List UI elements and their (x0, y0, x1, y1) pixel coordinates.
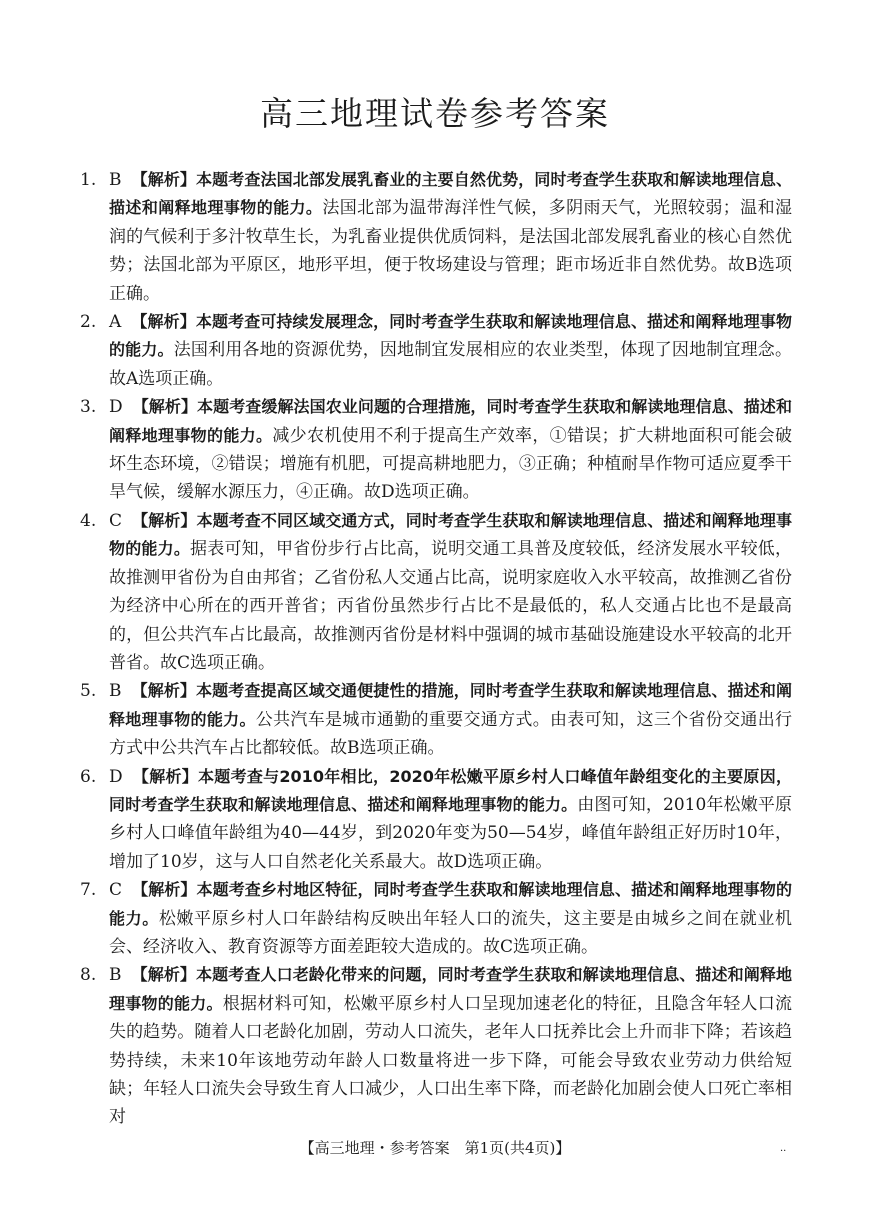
answer-choice: B (109, 965, 122, 986)
answer-choice: D (109, 397, 123, 418)
analysis-lead: 本题考查乡村地区特征，同时考查学生获取和解读地理信息、描述和阐释地理事物的能力。 (109, 880, 792, 928)
answer-item-4 (80, 507, 792, 677)
analysis-body: 由图可知，2010年松嫩平原乡村人口峰值年龄组为40—44岁，到2020年变为50—54岁，峰值年龄组正好历时10年，增加了10岁，这与人口自然老化关系最大。故D选项正确。 (109, 794, 792, 872)
analysis-body: 公共汽车是城市通勤的重要交通方式。由表可知，这三个省份交通出行方式中公共汽车占比都较低。故B选项正确。 (109, 709, 792, 759)
analysis-tag: 【解析】 (132, 510, 197, 530)
item-number: 5. (80, 681, 97, 702)
answer-item-6 (80, 763, 792, 877)
analysis-lead: 本题考查缓解法国农业问题的合理措施，同时考查学生获取和解读地理信息、描述和阐释地理事物的能力。 (109, 397, 792, 445)
analysis-lead: 本题考查法国北部发展乳畜业的主要自然优势，同时考查学生获取和解读地理信息、描述和阐释地理事物的能力。 (109, 170, 792, 218)
analysis-tag: 【解析】 (131, 965, 197, 985)
answer-item-1 (80, 166, 792, 308)
answer-item-3 (80, 393, 792, 507)
item-number: 3. (80, 397, 97, 418)
answer-list (80, 166, 792, 1132)
analysis-lead: 本题考查人口老龄化带来的问题，同时考查学生获取和解读地理信息、描述和阐释地理事物的能力。 (109, 965, 792, 1013)
page-footer: 【高三地理・参考答案 第1页(共4页)】 (299, 1139, 571, 1157)
analysis-tag: 【解析】 (131, 681, 197, 701)
answer-choice: B (109, 170, 122, 190)
answer-item-8 (80, 961, 792, 1131)
analysis-body: 据表可知，甲省份步行占比高，说明交通工具普及度较低，经济发展水平较低，故推测甲省份为自由邦省；乙省份私人交通占比高，说明家庭收入水平较高，故推测乙省份为经济中心所在的西开普省；丙省份虽然步行占比不是最低的，私人交通占比也不是最高的，但公共汽车占比最高，故推测丙省份是材料中强调的城市基础设施建设水平较高的北开普省。故C选项正确。 (109, 539, 792, 673)
analysis-lead: 本题考查与2010年相比，2020年松嫩平原乡村人口峰值年龄组变化的主要原因，同时考查学生获取和解读地理信息、描述和阐释地理事物的能力。 (109, 766, 792, 814)
corner-mark: ·· (780, 1146, 787, 1157)
analysis-lead: 本题考查可持续发展理念，同时考查学生获取和解读地理信息、描述和阐释地理事物的能力。 (109, 312, 792, 360)
item-number: 4. (80, 510, 97, 531)
analysis-body: 法国利用各地的资源优势，因地制宜发展相应的农业类型，体现了因地制宜理念。故A选项正确。 (109, 340, 792, 389)
item-number: 8. (80, 965, 97, 986)
analysis-tag: 【解析】 (132, 397, 198, 417)
answer-choice: B (109, 681, 122, 702)
analysis-body: 松嫩平原乡村人口年龄结构反映出年轻人口的流失，这主要是由城乡之间在就业机会、经济收入、教育资源等方面差距较大造成的。故C选项正确。 (109, 908, 792, 957)
analysis-tag: 【解析】 (132, 880, 197, 900)
answer-choice: A (109, 312, 122, 333)
answer-choice: C (109, 880, 123, 901)
analysis-lead: 本题考查不同区域交通方式，同时考查学生获取和解读地理信息、描述和阐释地理事物的能力。 (109, 510, 792, 559)
page-title: 高三地理试卷参考答案 (260, 94, 610, 133)
analysis-tag: 【解析】 (131, 170, 197, 189)
analysis-tag: 【解析】 (131, 312, 196, 332)
answer-choice: D (109, 766, 123, 787)
analysis-body: 根据材料可知，松嫩平原乡村人口呈现加速老化的特征，且隐含年轻人口流失的趋势。随着人口老龄化加剧，劳动人口流失，老年人口抚养比会上升而非下降；若该趋势持续，未来10年该地劳动年龄人口数量将进一步下降，可能会导致农业劳动力供给短缺；年轻人口流失会导致生育人口减少，人口出生率下降，而老龄化加剧会使人口死亡率相对 (109, 993, 792, 1128)
item-number: 2. (80, 312, 97, 333)
analysis-lead: 本题考查提高区域交通便捷性的措施，同时考查学生获取和解读地理信息、描述和阐释地理事物的能力。 (109, 681, 792, 729)
item-number: 1. (80, 170, 97, 190)
answer-item-2 (80, 308, 792, 393)
analysis-tag: 【解析】 (132, 766, 199, 786)
answer-item-7 (80, 876, 792, 961)
answer-item-5 (80, 677, 792, 762)
item-number: 7. (80, 880, 97, 901)
analysis-body: 减少农机使用不利于提高生产效率，①错误；扩大耕地面积可能会破坏生态环境，②错误；增施有机肥，可提高耕地肥力，③正确；种植耐旱作物可适应夏季干旱气候，缓解水源压力，④正确。故D选项正确。 (109, 425, 792, 503)
answer-choice: C (109, 510, 123, 531)
analysis-body: 法国北部为温带海洋性气候，多阴雨天气，光照较弱；温和湿润的气候利于多汁牧草生长，为乳畜业提供优质饲料，是法国北部发展乳畜业的核心自然优势；法国北部为平原区，地形平坦，便于牧场建设与管理；距市场近非自然优势。故B选项正确。 (109, 198, 792, 304)
item-number: 6. (80, 766, 97, 787)
